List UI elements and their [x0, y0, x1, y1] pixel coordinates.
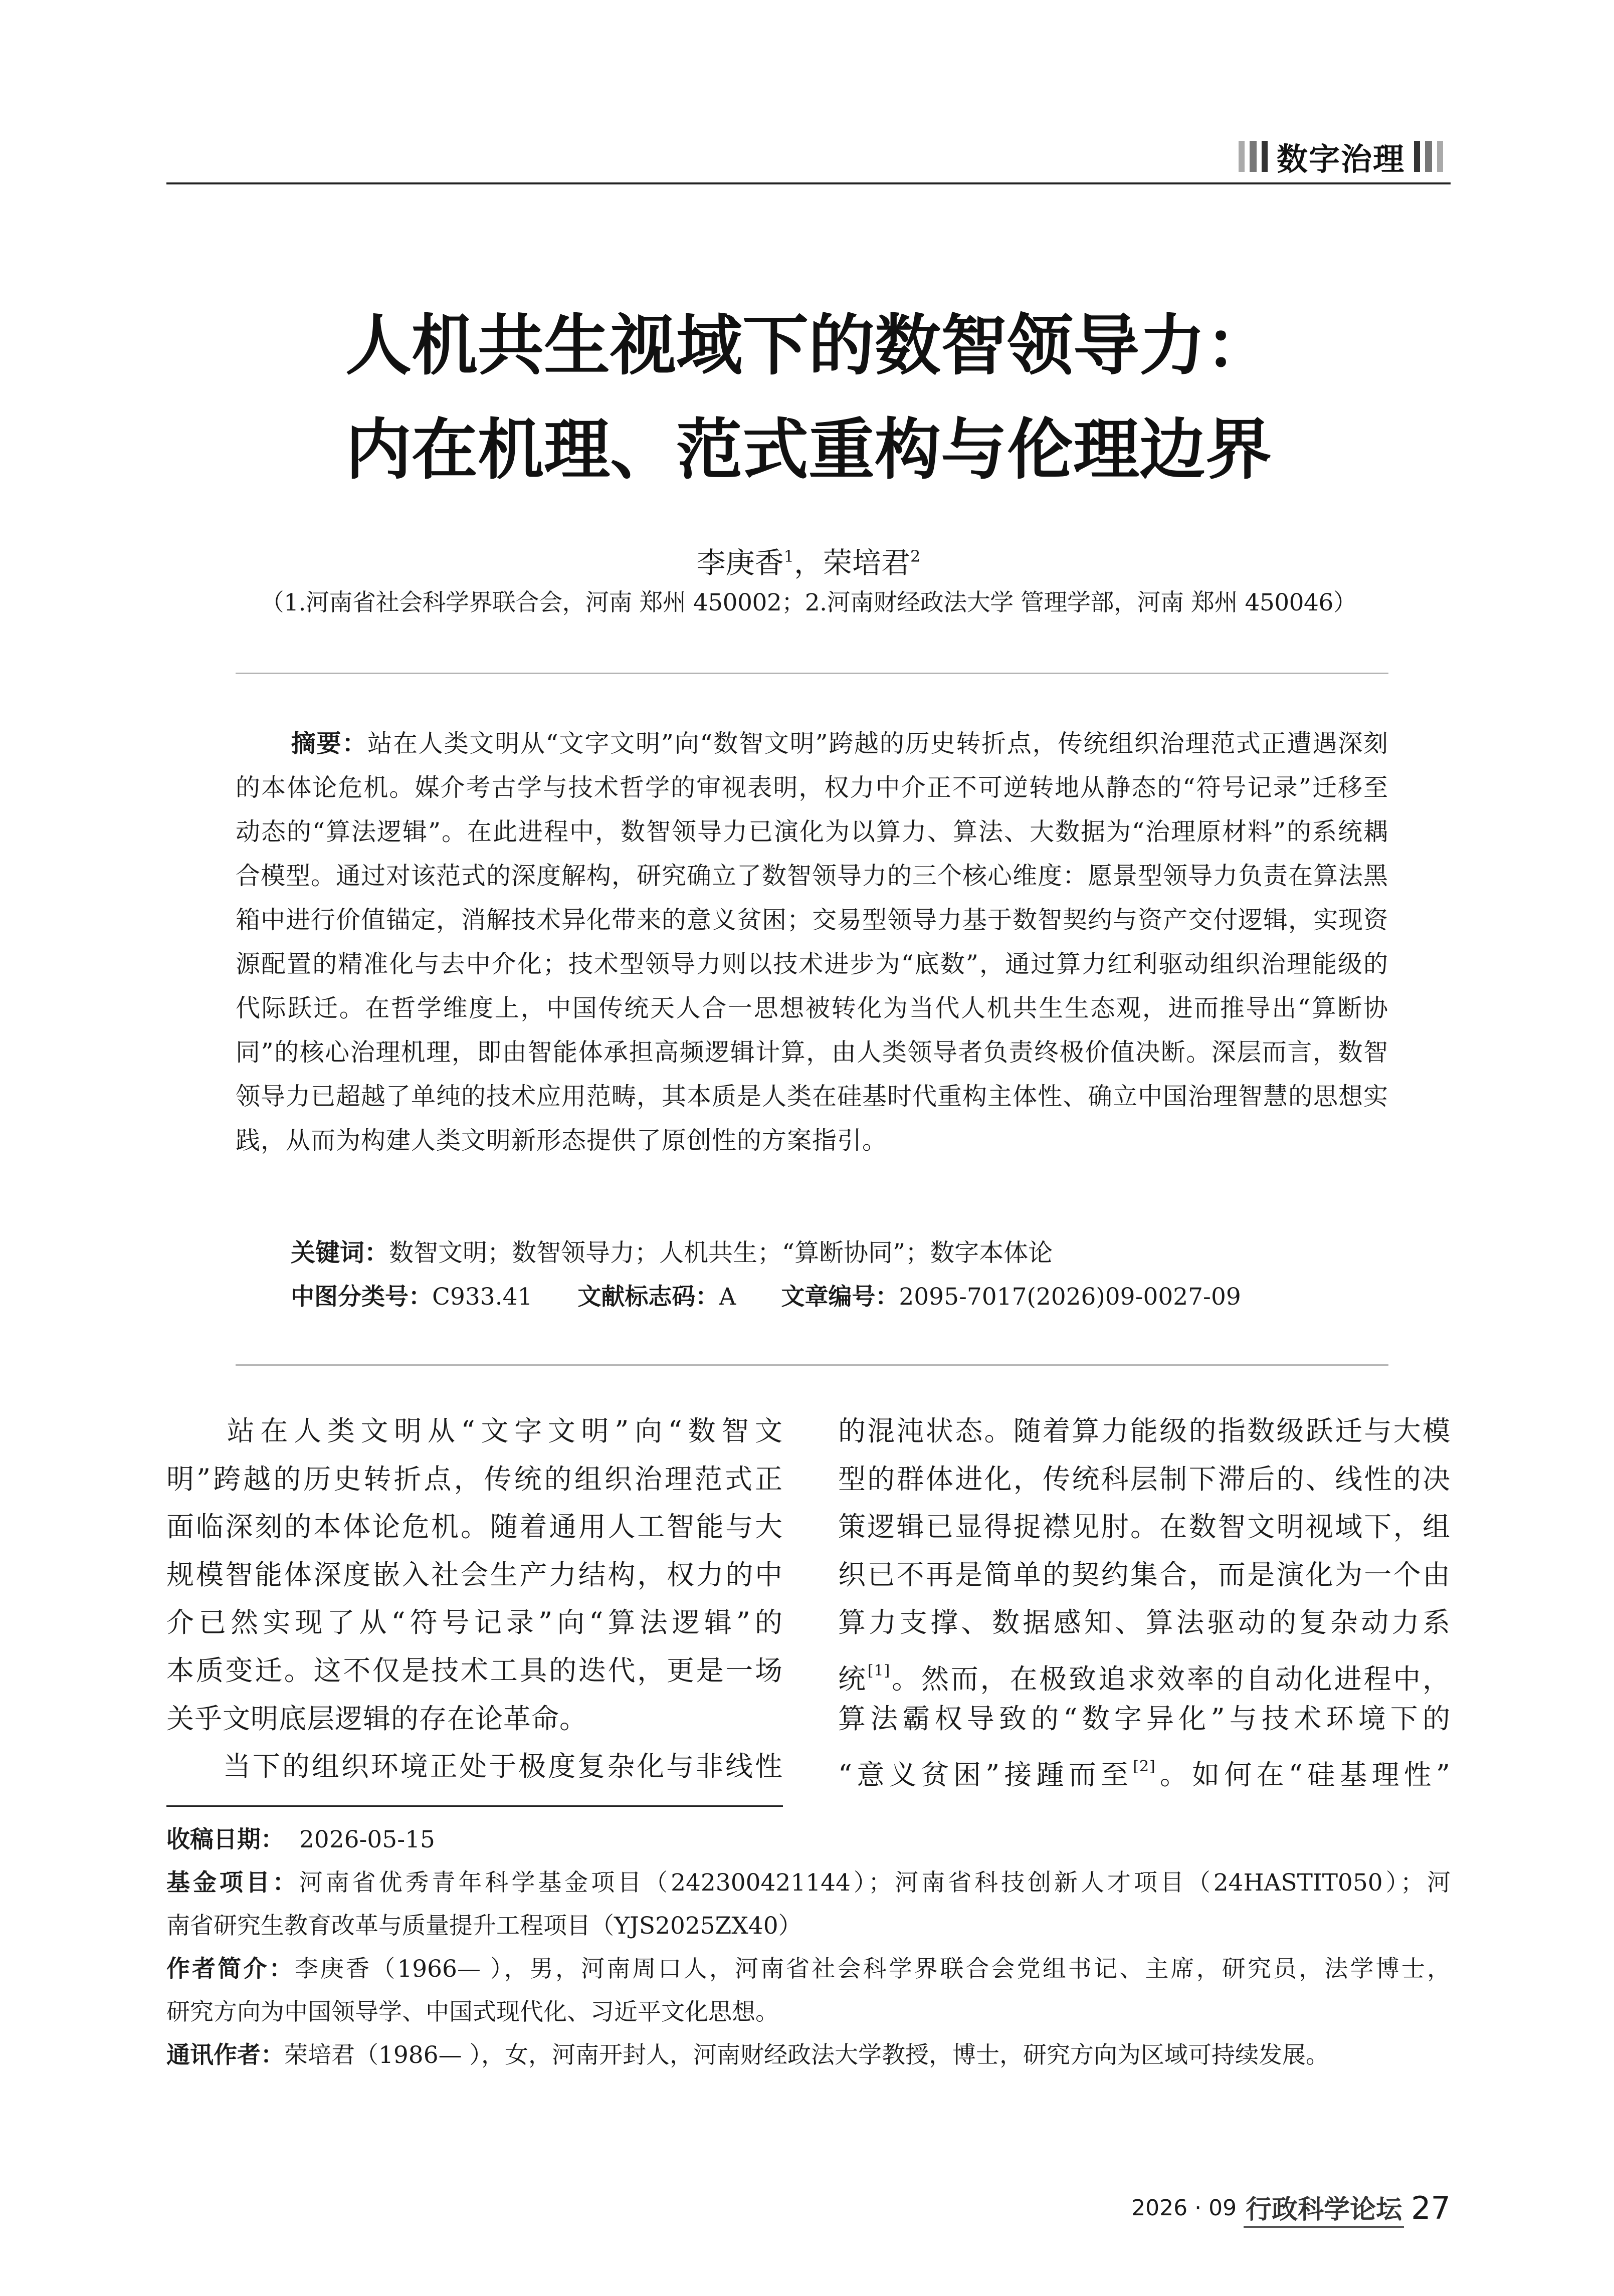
footnote-rule: [166, 1805, 783, 1807]
author-1: 李庚香: [696, 546, 784, 580]
body-line: 算力支撑、数据感知、算法驱动的复杂动力系: [838, 1606, 1451, 1639]
abstract-bottom-rule: [236, 1364, 1388, 1366]
document-code-value: A: [719, 1283, 736, 1311]
author-bio-line-2: 研究方向为中国领导学、中国式现代化、习近平文化思想。: [166, 1998, 779, 2026]
citation-1: [1]: [867, 1661, 891, 1680]
author-2-mark: 2: [910, 547, 921, 566]
classification-line: [291, 1277, 1388, 1317]
body-line: 型的群体进化，传统科层制下滞后的、线性的决: [838, 1463, 1451, 1495]
journal-name: 行政科学论坛: [1244, 2188, 1404, 2228]
author-separator: ，: [793, 546, 823, 580]
page-footer: [1103, 2185, 1451, 2230]
document-code-label: 文献标志码：: [577, 1283, 719, 1311]
header-rule: [166, 182, 1451, 184]
body-column-left: [166, 1407, 783, 1791]
citation-2: [2]: [1133, 1758, 1156, 1776]
section-label: 数字治理: [1276, 140, 1405, 177]
keywords-text: 数智文明；数智领导力；人机共生；“算断协同”；数字本体论: [389, 1238, 1053, 1267]
author-1-mark: 1: [783, 547, 794, 566]
footnotes: [166, 1818, 1451, 2077]
body-line: 的混沌状态。随着算力能级的指数级跃迁与大模: [838, 1415, 1451, 1447]
fund-line-2: 南省研究生教育改革与质量提升工程项目（YJS2025ZX40）: [166, 1912, 802, 1940]
article-title-line-2: 内在机理、范式重构与伦理边界: [345, 411, 1272, 489]
article-number-value: 2095-7017(2026)09-0027-09: [899, 1283, 1241, 1311]
received-date: 收稿日期： 2026-05-15: [166, 1826, 435, 1853]
abstract-text: 站在人类文明从“文字文明”向“数智文明”跨越的历史转折点，传统组织治理范式正遭遇深刻的本体论危机。媒介考古学与技术哲学的审视表明，权力中介正不可逆转地从静态的“符号记录”迁移至动态的“算法逻辑”。在此进程中，数智领导力已演化为以算力、算法、大数据为“治理原材料”的系统耦合模型。通过对该范式的深度解构，研究确立了数智领导力的三个核心维度：愿景型领导力负责在算法黑箱中进行价值锚定，消解技术异化带来的意义贫困；交易型领导力基于数智契约与资产交付逻辑，实现资源配置的精准化与去中介化；技术型领导力则以技术进步为“底数”，通过算力红利驱动组织治理能级的代际跃迁。在哲学维度上，中国传统天人合一思想被转化为当代人机共生生态观，进而推导出“算断协同”的核心治理机理，即由智能体承担高频逻辑计算，由人类领导者负责终极价值决断。深层而言，数智领导力已超越了单纯的技术应用范畴，其本质是人类在硅基时代重构主体性、确立中国治理智慧的思想实践，从而为构建人类文明新形态提供了原创性的方案指引。: [236, 729, 1389, 1155]
author-2: 荣培君: [823, 546, 911, 580]
page-number: 27: [1411, 2189, 1451, 2226]
body-line: 当下的组织环境正处于极度复杂化与非线性: [222, 1750, 783, 1783]
corresponding-author: 通讯作者：荣培君（1986— ），女，河南开封人，河南财经政法大学教授，博士，研究方向为区域可持续发展。: [166, 2041, 1330, 2069]
body-line: 规模智能体深度嵌入社会生产力结构，权力的中: [166, 1558, 783, 1591]
body-line: 算法霸权导致的“数字异化”与技术环境下的: [838, 1702, 1451, 1735]
issue-number: 2026 · 09: [1131, 2195, 1237, 2221]
bars-left-decoration: [1239, 141, 1268, 172]
clc-value: C933.41: [432, 1283, 533, 1311]
body-line: “意义贫困”接踵而至[2]。如何在“硅基理性”: [838, 1758, 1451, 1791]
affiliations: （1.河南省社会科学界联合会，河南 郑州 450002；2.河南财经政法大学 管理学部，河南 郑州 450046）: [260, 589, 1357, 616]
section-tag: [1231, 131, 1451, 181]
body-line: 策逻辑已显得捉襟见肘。在数智文明视域下，组: [838, 1511, 1451, 1543]
keywords: [291, 1233, 1388, 1273]
article-title-line-1: 人机共生视域下的数智领导力：: [345, 307, 1272, 384]
fund-line-1: 基金项目：河南省优秀青年科学基金项目（242300421144）；河南省科技创新人才项目（24HASTIT050）；河: [166, 1869, 1451, 1897]
body-line: 关乎文明底层逻辑的存在论革命。: [166, 1702, 588, 1735]
body-line: 面临深刻的本体论危机。随着通用人工智能与大: [166, 1511, 783, 1543]
author-line: [166, 536, 1451, 583]
author-bio-line-1: 作者简介：李庚香（1966— ），男，河南周口人，河南省社会科学界联合会党组书记、主席，研究员，法学博士，: [166, 1955, 1451, 1983]
article-number-label: 文章编号：: [781, 1283, 899, 1311]
body-line: 织已不再是简单的契约集合，而是演化为一个由: [838, 1558, 1451, 1591]
body-line: 介已然实现了从“符号记录”向“算法逻辑”的: [166, 1606, 783, 1639]
keywords-label: 关键词：: [291, 1238, 389, 1267]
abstract-label: 摘要：: [291, 729, 368, 758]
body-line: 统[1]。然而，在极致追求效率的自动化进程中，: [838, 1661, 1451, 1695]
body-column-right: [838, 1407, 1451, 1791]
bars-right-decoration: [1414, 141, 1443, 172]
body-line: 明”跨越的历史转折点，传统的组织治理范式正: [166, 1463, 783, 1495]
clc-label: 中图分类号：: [291, 1283, 432, 1311]
body-line: 站在人类文明从“文字文明”向“数智文: [222, 1415, 783, 1447]
abstract-top-rule: [236, 673, 1388, 674]
body-line: 本质变迁。这不仅是技术工具的迭代，更是一场: [166, 1654, 783, 1687]
abstract: [236, 722, 1388, 1163]
